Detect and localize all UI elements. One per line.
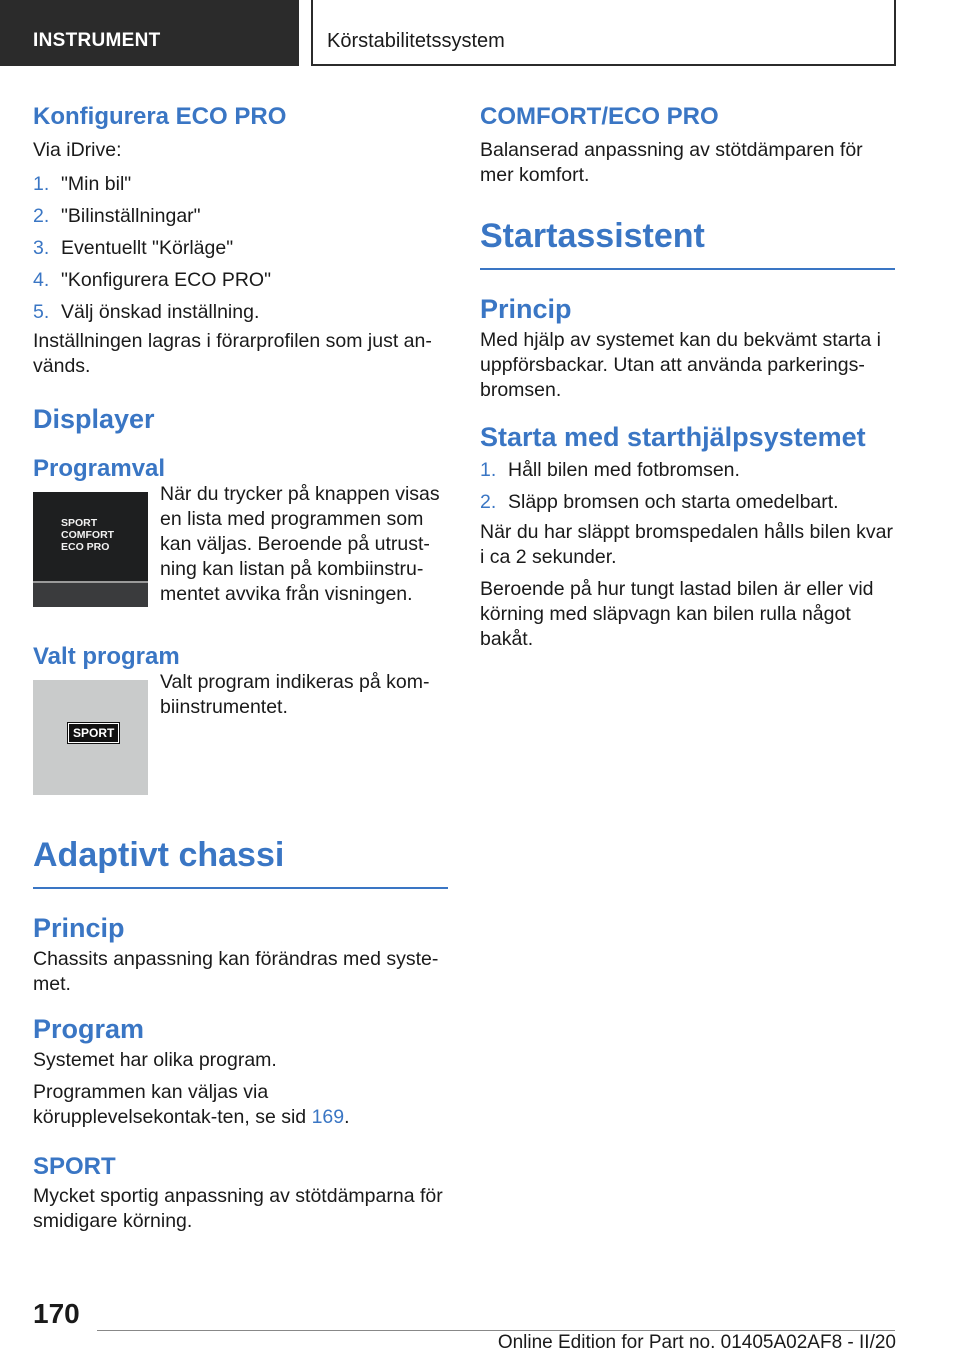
- section-tab: [0, 0, 299, 66]
- heading-program: Program: [33, 1014, 145, 1044]
- section-label: INSTRUMENT: [33, 30, 161, 51]
- start-note-1: När du har släppt bromspedalen hålls bilen kvar i ca 2 sekunder.: [480, 521, 893, 568]
- page-header: [0, 0, 960, 66]
- sport-badge: SPORT: [68, 723, 119, 743]
- heading-adaptivt-chassi: Adaptivt chassi: [33, 833, 448, 889]
- valt-program-row: [33, 670, 448, 795]
- list-item: [33, 300, 448, 325]
- list-item: [33, 268, 448, 293]
- program-menu-list: [61, 517, 114, 553]
- step-number: 5.: [33, 301, 50, 323]
- heading-valt-program: Valt program: [33, 643, 180, 670]
- page-number: 170: [33, 1298, 80, 1329]
- start-steps-list: [480, 458, 895, 515]
- heading-programval: Programval: [33, 455, 166, 482]
- step-text: "Min bil": [61, 173, 132, 195]
- menu-line: ECO PRO: [61, 541, 110, 553]
- step-number: 2.: [33, 205, 50, 227]
- step-text: Håll bilen med fotbromsen.: [508, 459, 740, 481]
- list-item: [33, 204, 448, 229]
- heading-comfort-eco-pro: COMFORT/ECO PRO: [480, 103, 719, 130]
- heading-sport: SPORT: [33, 1153, 116, 1180]
- heading-startassistent: Startassistent: [480, 214, 895, 270]
- program-text-1: Systemet har olika program.: [33, 1049, 277, 1071]
- chapter-title: Körstabilitetssystem: [327, 30, 505, 52]
- list-item: [33, 236, 448, 261]
- step-number: 4.: [33, 269, 50, 291]
- menu-line: SPORT: [61, 517, 98, 529]
- heading-konfigurera-eco-pro: Konfigurera ECO PRO: [33, 103, 287, 130]
- program-text-2: [33, 1080, 448, 1130]
- step-text: "Konfigurera ECO PRO": [61, 269, 272, 291]
- menu-strip: [33, 581, 148, 607]
- step-text: Välj önskad inställning.: [61, 301, 260, 323]
- comfort-text: Balanserad anpassning av stötdämparen för mer komfort.: [480, 139, 863, 186]
- page-reference-link[interactable]: 169: [311, 1106, 345, 1128]
- heading-displayer: Displayer: [33, 404, 155, 434]
- step-text: Eventuellt "Körläge": [61, 237, 234, 259]
- step-number: 2.: [480, 491, 497, 513]
- eco-intro: Via iDrive:: [33, 139, 122, 161]
- footer-divider: [97, 1330, 895, 1331]
- menu-line: COMFORT: [61, 529, 115, 541]
- list-item: [33, 172, 448, 197]
- princip-text: Chassits anpassning kan förändras med syste-met.: [33, 948, 439, 995]
- step-number: 1.: [480, 459, 497, 481]
- step-text: "Bilinställningar": [61, 205, 201, 227]
- step-text: Släpp bromsen och starta omedelbart.: [508, 491, 839, 513]
- programval-text: När du trycker på knappen visas en lista med programmen som kan väljas. Beroende på utrust-ning kan listan på kombiinstru-mentet avvika från visningen.: [160, 483, 440, 605]
- heading-starta-med-starthjalp: Starta med starthjälpsystemet: [480, 422, 866, 452]
- chapter-title-box: [311, 0, 896, 66]
- left-column: [33, 100, 448, 1234]
- eco-note: Inställningen lagras i förarprofilen som just an-vänds.: [33, 330, 432, 377]
- edition-text: Online Edition for Part no. 01405A02AF8 - II/20: [497, 1332, 896, 1353]
- valt-program-text: Valt program indikeras på kom-biinstrumentet.: [160, 671, 430, 718]
- heading-princip: Princip: [33, 913, 125, 943]
- start-note-2: Beroende på hur tungt lastad bilen är eller vid körning med släpvagn kan bilen rulla något bakåt.: [480, 578, 874, 650]
- program-text-2-main: Programmen kan väljas via körupplevelsekontak-ten, se sid: [33, 1081, 312, 1128]
- step-number: 3.: [33, 237, 50, 259]
- programval-row: [33, 482, 448, 607]
- list-item: [480, 490, 895, 515]
- heading-princip-start: Princip: [480, 294, 572, 324]
- selected-program-image: [33, 680, 148, 795]
- sport-text: Mycket sportig anpassning av stötdämparna för smidigare körning.: [33, 1185, 443, 1232]
- program-text-2-end: .: [344, 1106, 350, 1128]
- list-item: [480, 458, 895, 483]
- eco-steps-list: [33, 172, 448, 325]
- right-column: [480, 100, 895, 652]
- step-number: 1.: [33, 173, 50, 195]
- program-menu-image: [33, 492, 148, 607]
- princip-start-text: Med hjälp av systemet kan du bekvämt starta i uppförsbackar. Utan att använda parkerings-bromsen.: [480, 329, 882, 401]
